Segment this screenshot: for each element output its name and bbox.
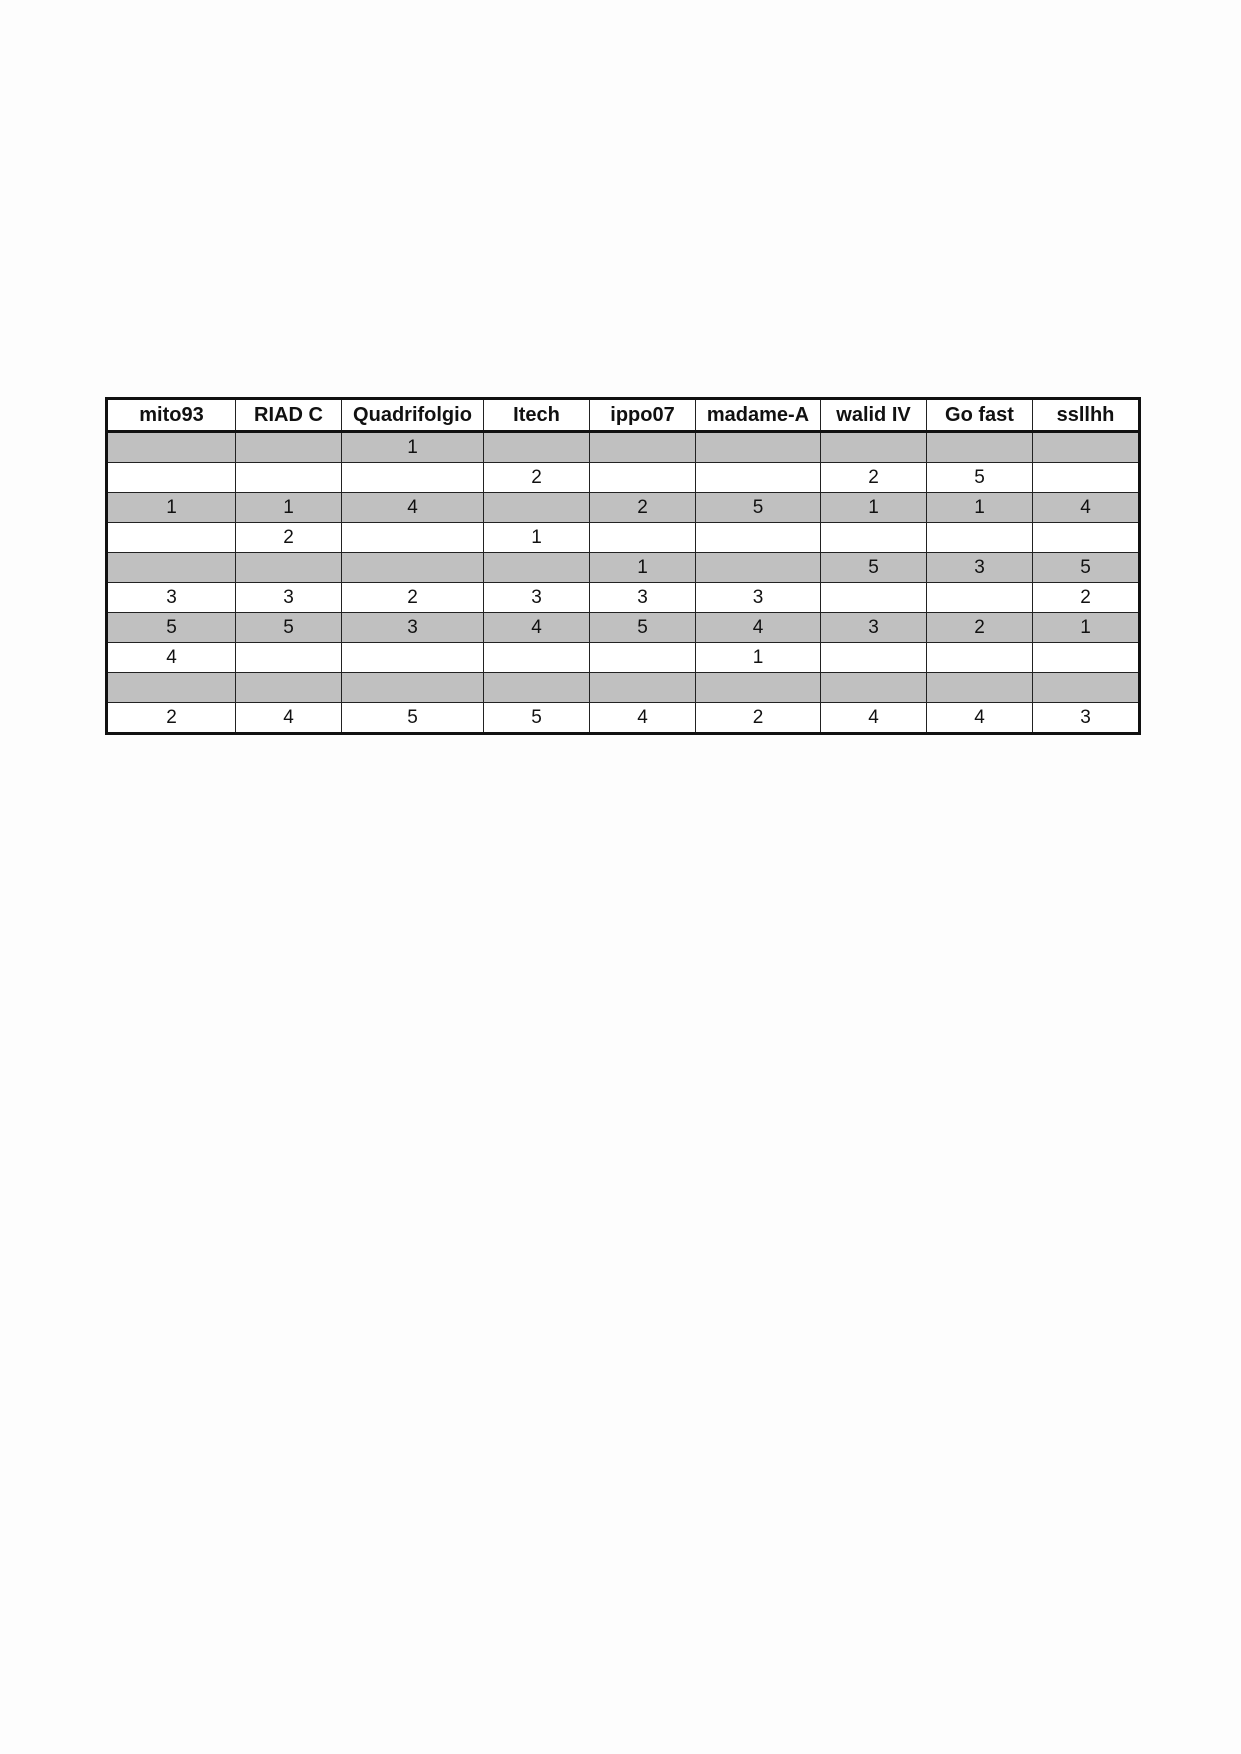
- table-cell: 2: [236, 523, 342, 553]
- table-cell: [821, 673, 927, 703]
- table-cell: [927, 643, 1033, 673]
- table-cell: 3: [927, 553, 1033, 583]
- table-cell: 2: [1033, 583, 1140, 613]
- table-row: [107, 523, 1140, 553]
- table-cell: 3: [107, 583, 236, 613]
- table-cell: 1: [342, 432, 484, 463]
- table-row: [107, 613, 1140, 643]
- table-cell: [236, 432, 342, 463]
- table-cell: 3: [342, 613, 484, 643]
- table-cell: [107, 432, 236, 463]
- table-cell: [484, 432, 590, 463]
- table-cell: 5: [1033, 553, 1140, 583]
- table-cell: [342, 643, 484, 673]
- table-cell: 5: [821, 553, 927, 583]
- table-cell: [1033, 643, 1140, 673]
- table-cell: 2: [927, 613, 1033, 643]
- table-cell: 2: [590, 493, 696, 523]
- table-cell: [342, 463, 484, 493]
- table-cell: [1033, 673, 1140, 703]
- table-row: [107, 463, 1140, 493]
- table-cell: [590, 643, 696, 673]
- table-cell: [696, 463, 821, 493]
- header-row: [107, 399, 1140, 432]
- column-header: Quadrifolgio: [342, 399, 484, 432]
- table-cell: [696, 523, 821, 553]
- table-cell: [821, 432, 927, 463]
- column-header: ippo07: [590, 399, 696, 432]
- table-cell: 4: [236, 703, 342, 734]
- table-cell: [484, 493, 590, 523]
- table-cell: [1033, 523, 1140, 553]
- table-cell: 3: [1033, 703, 1140, 734]
- table-cell: [236, 673, 342, 703]
- table-cell: 3: [236, 583, 342, 613]
- column-header: Go fast: [927, 399, 1033, 432]
- table-cell: [107, 673, 236, 703]
- column-header: RIAD C: [236, 399, 342, 432]
- table-cell: [236, 643, 342, 673]
- table-cell: 2: [107, 703, 236, 734]
- table-cell: 1: [236, 493, 342, 523]
- ranking-table: [105, 397, 1141, 735]
- column-header: Itech: [484, 399, 590, 432]
- table-cell: 4: [696, 613, 821, 643]
- table-row: [107, 703, 1140, 734]
- table-cell: 2: [821, 463, 927, 493]
- table-cell: 1: [696, 643, 821, 673]
- table-cell: [696, 673, 821, 703]
- table-cell: 2: [696, 703, 821, 734]
- table-cell: [342, 673, 484, 703]
- table-cell: 4: [484, 613, 590, 643]
- table-cell: 5: [696, 493, 821, 523]
- table-cell: [1033, 463, 1140, 493]
- column-header: madame-A: [696, 399, 821, 432]
- table-cell: [484, 643, 590, 673]
- table-cell: 5: [107, 613, 236, 643]
- table-cell: [590, 463, 696, 493]
- table-cell: [927, 432, 1033, 463]
- table-cell: 3: [696, 583, 821, 613]
- table-cell: [236, 553, 342, 583]
- table-cell: [696, 432, 821, 463]
- table-cell: [927, 523, 1033, 553]
- table-cell: 1: [821, 493, 927, 523]
- column-header: walid IV: [821, 399, 927, 432]
- table-row: [107, 553, 1140, 583]
- table-cell: 4: [927, 703, 1033, 734]
- table-body: [107, 432, 1140, 734]
- table-cell: [107, 523, 236, 553]
- table-cell: 4: [107, 643, 236, 673]
- table-cell: [821, 583, 927, 613]
- table-cell: [342, 523, 484, 553]
- table-cell: [821, 643, 927, 673]
- table-cell: 4: [821, 703, 927, 734]
- table-cell: [590, 432, 696, 463]
- table-cell: [927, 583, 1033, 613]
- table-cell: 1: [484, 523, 590, 553]
- table-cell: 3: [821, 613, 927, 643]
- table-cell: 5: [590, 613, 696, 643]
- table-cell: 4: [1033, 493, 1140, 523]
- table-cell: 5: [484, 703, 590, 734]
- table-row: [107, 583, 1140, 613]
- table-cell: [107, 463, 236, 493]
- table-cell: 2: [484, 463, 590, 493]
- table-cell: 1: [590, 553, 696, 583]
- table-cell: 1: [927, 493, 1033, 523]
- table-cell: [107, 553, 236, 583]
- table-cell: [590, 523, 696, 553]
- table-cell: 1: [1033, 613, 1140, 643]
- table-cell: 5: [236, 613, 342, 643]
- table-cell: [236, 463, 342, 493]
- table-row: [107, 673, 1140, 703]
- table-row: [107, 432, 1140, 463]
- table-cell: [1033, 432, 1140, 463]
- table-cell: 5: [927, 463, 1033, 493]
- table-cell: [342, 553, 484, 583]
- table-row: [107, 643, 1140, 673]
- table-cell: [484, 673, 590, 703]
- column-header: ssllhh: [1033, 399, 1140, 432]
- table-cell: [927, 673, 1033, 703]
- table-cell: [590, 673, 696, 703]
- table-cell: 4: [342, 493, 484, 523]
- column-header: mito93: [107, 399, 236, 432]
- table-row: [107, 493, 1140, 523]
- table-cell: 1: [107, 493, 236, 523]
- table-cell: [696, 553, 821, 583]
- table-cell: 4: [590, 703, 696, 734]
- table-cell: 3: [484, 583, 590, 613]
- table-cell: 3: [590, 583, 696, 613]
- table-cell: [821, 523, 927, 553]
- table-cell: [484, 553, 590, 583]
- table-cell: 5: [342, 703, 484, 734]
- table-cell: 2: [342, 583, 484, 613]
